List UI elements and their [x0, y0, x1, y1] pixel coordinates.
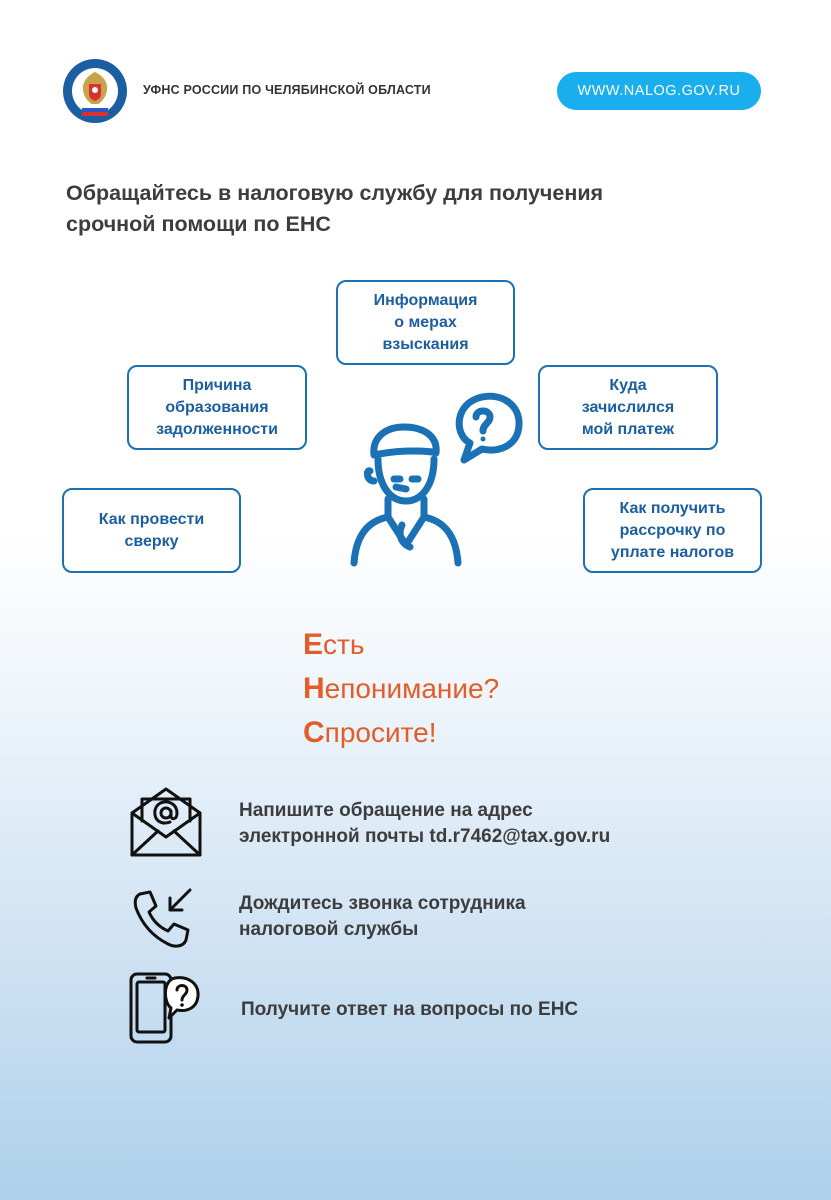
- topic-debt-reason: Причина образования задолженности: [127, 365, 307, 450]
- confused-person-icon: [342, 385, 532, 575]
- email-envelope-icon: [128, 785, 204, 859]
- topic-collection-measures: Информация о мерах взыскания: [336, 280, 515, 365]
- slogan: [303, 623, 499, 755]
- step-call-text: Дождитесь звонка сотрудника налоговой службы: [239, 893, 526, 940]
- topic-payment-destination: Куда зачислился мой платеж: [538, 365, 718, 450]
- topic-reconciliation: Как провести сверку: [62, 488, 241, 573]
- slogan-initial: С: [303, 716, 325, 749]
- page-title: Обращайтесь в налоговую службу для получения срочной помощи по ЕНС: [66, 181, 604, 236]
- incoming-call-icon: [130, 886, 196, 950]
- step-answer-text: Получите ответ на вопросы по ЕНС: [241, 999, 579, 1020]
- fns-emblem-icon: [62, 58, 128, 124]
- phone-question-icon: [127, 970, 201, 1046]
- organization-name: УФНС РОССИИ ПО ЧЕЛЯБИНСКОЙ ОБЛАСТИ: [143, 83, 431, 97]
- slogan-line-1: [303, 623, 499, 667]
- slogan-line-3: [303, 711, 499, 755]
- slogan-initial: Е: [303, 628, 324, 661]
- slogan-rest: сть: [323, 629, 365, 660]
- slogan-line-2: [303, 667, 499, 711]
- website-link-button[interactable]: WWW.NALOG.GOV.RU: [557, 72, 761, 110]
- topic-installment: Как получить рассрочку по уплате налогов: [583, 488, 762, 573]
- slogan-rest: епонимание?: [324, 673, 500, 704]
- step-email-text: Напишите обращение на адрес электронной почты td.r7462@tax.gov.ru: [239, 800, 611, 847]
- slogan-rest: просите!: [324, 717, 437, 748]
- slogan-initial: Н: [303, 672, 325, 705]
